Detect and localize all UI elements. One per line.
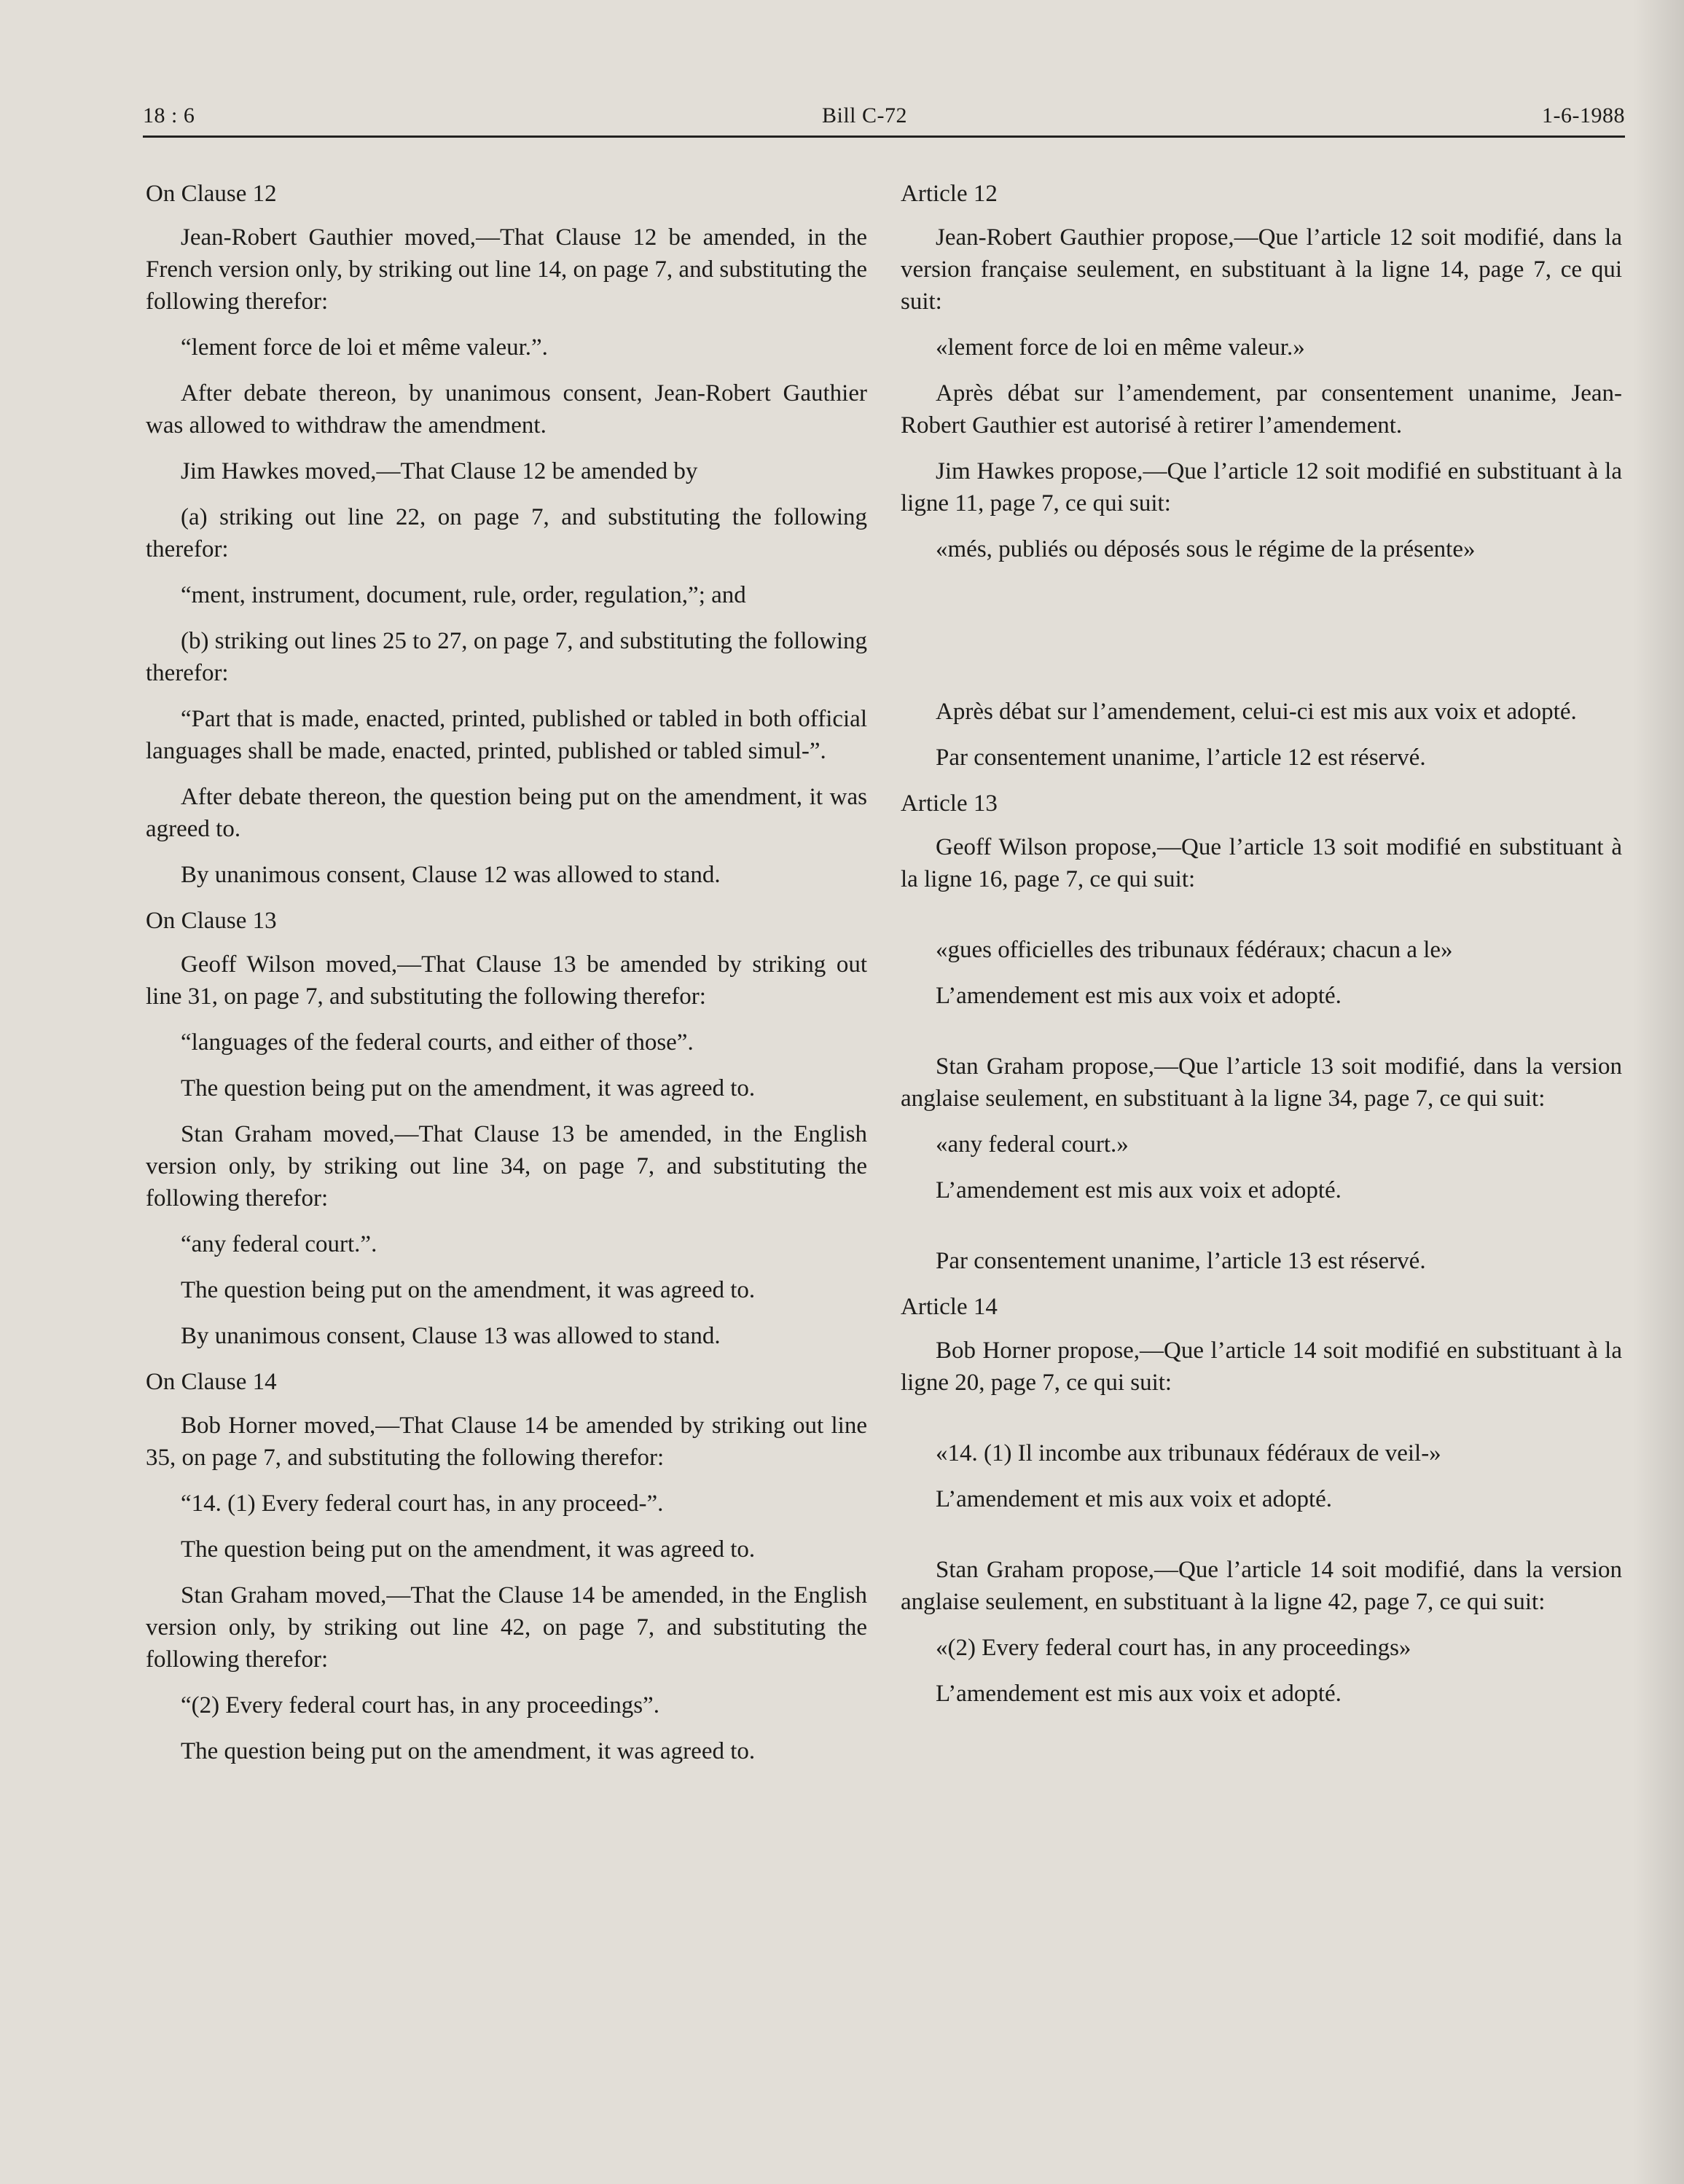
page-number: 18 : 6: [143, 103, 195, 127]
quoted-text: “Part that is made, enacted, printed, published or tabled in both official languages shall be made, enacted, printed, published or tabled simul-”.: [146, 706, 867, 764]
french-column: [901, 178, 1622, 1724]
english-column: [146, 178, 867, 1781]
running-title: Bill C-72: [822, 103, 908, 127]
motion-subparagraph: (b) striking out lines 25 to 27, on page 7, and substituting the following therefor:: [146, 628, 867, 686]
proceedings-paragraph: Après débat sur l’amendement, celui-ci est mis aux voix et adopté.: [936, 699, 1577, 725]
column-spacer: [901, 1026, 1622, 1050]
quoted-text: «gues officielles des tribunaux fédéraux; chacun a le»: [936, 937, 1453, 963]
column-spacer: [901, 909, 1622, 934]
motion-paragraph: Jim Hawkes moved,—That Clause 12 be amended by: [181, 458, 698, 484]
motion-paragraph: Stan Graham moved,—That the Clause 14 be amended, in the English version only, by striking out line 42, on page 7, and substituting the following therefor:: [146, 1582, 867, 1673]
header-date: 1-6-1988: [1542, 103, 1625, 127]
clause-heading: On Clause 14: [146, 1369, 277, 1395]
motion-paragraph: Stan Graham propose,—Que l’article 14 soit modifié, dans la version anglaise seulement, en substituant à la ligne 42, page 7, ce qui suit:: [901, 1557, 1622, 1615]
clause-heading: On Clause 13: [146, 908, 277, 934]
quoted-text: “languages of the federal courts, and either of those”.: [181, 1029, 694, 1056]
quoted-text: «(2) Every federal court has, in any proceedings»: [936, 1635, 1411, 1661]
proceedings-paragraph: After debate thereon, by unanimous consent, Jean-Robert Gauthier was allowed to withdraw the amendment.: [146, 380, 867, 439]
motion-paragraph: Bob Horner propose,—Que l’article 14 soit modifié en substituant à la ligne 20, page 7, ce qui suit:: [901, 1337, 1622, 1396]
motion-subparagraph: (a) striking out line 22, on page 7, and substituting the following therefor:: [146, 504, 867, 562]
article-heading: Article 12: [901, 181, 998, 207]
motion-paragraph: Stan Graham propose,—Que l’article 13 soit modifié, dans la version anglaise seulement, en substituant à la ligne 34, page 7, ce qui suit:: [901, 1053, 1622, 1112]
quoted-text: “lement force de loi et même valeur.”.: [181, 334, 548, 361]
proceedings-paragraph: L’amendement et mis aux voix et adopté.: [936, 1486, 1333, 1512]
quoted-text: «més, publiés ou déposés sous le régime de la présente»: [936, 536, 1476, 562]
proceedings-paragraph: After debate thereon, the question being put on the amendment, it was agreed to.: [146, 784, 867, 842]
quoted-text: «14. (1) Il incombe aux tribunaux fédéraux de veil-»: [936, 1440, 1441, 1466]
proceedings-paragraph: L’amendement est mis aux voix et adopté.: [936, 1177, 1342, 1203]
proceedings-paragraph: L’amendement est mis aux voix et adopté.: [936, 1681, 1342, 1707]
motion-paragraph: Jim Hawkes propose,—Que l’article 12 soit modifié en substituant à la ligne 11, page 7, ce qui suit:: [901, 458, 1622, 516]
quoted-text: “(2) Every federal court has, in any proceedings”.: [181, 1692, 659, 1718]
proceedings-paragraph: Par consentement unanime, l’article 13 est réservé.: [936, 1248, 1426, 1274]
proceedings-paragraph: The question being put on the amendment, it was agreed to.: [181, 1536, 756, 1563]
page-header: [143, 103, 1625, 144]
quoted-text: «any federal court.»: [936, 1131, 1129, 1158]
motion-paragraph: Geoff Wilson moved,—That Clause 13 be amended by striking out line 31, on page 7, and substituting the following therefor:: [146, 951, 867, 1010]
proceedings-paragraph: The question being put on the amendment, it was agreed to.: [181, 1075, 756, 1101]
column-spacer: [901, 1220, 1622, 1245]
motion-paragraph: Stan Graham moved,—That Clause 13 be amended, in the English version only, by striking out line 34, on page 7, and substituting the following therefor:: [146, 1121, 867, 1211]
article-heading: Article 13: [901, 790, 998, 817]
column-spacer: [901, 1529, 1622, 1554]
motion-paragraph: Jean-Robert Gauthier propose,—Que l’article 12 soit modifié, dans la version française seulement, en substituant à la ligne 14, page 7, ce qui suit:: [901, 224, 1622, 315]
motion-paragraph: Geoff Wilson propose,—Que l’article 13 soit modifié en substituant à la ligne 16, page 7, ce qui suit:: [901, 834, 1622, 892]
proceedings-paragraph: L’amendement est mis aux voix et adopté.: [936, 983, 1342, 1009]
motion-paragraph: Jean-Robert Gauthier moved,—That Clause 12 be amended, in the French version only, by striking out line 14, on page 7, and substituting the following therefor:: [146, 224, 867, 315]
column-spacer: [901, 1413, 1622, 1437]
motion-paragraph: Bob Horner moved,—That Clause 14 be amended by striking out line 35, on page 7, and substituting the following therefor:: [146, 1413, 867, 1471]
page-edge-shadow: [1633, 0, 1684, 2184]
proceedings-paragraph: Par consentement unanime, l’article 12 est réservé.: [936, 745, 1426, 771]
proceedings-paragraph: By unanimous consent, Clause 12 was allowed to stand.: [181, 862, 721, 888]
quoted-text: «lement force de loi en même valeur.»: [936, 334, 1305, 361]
quoted-text: “14. (1) Every federal court has, in any proceed-”.: [181, 1490, 664, 1517]
clause-heading: On Clause 12: [146, 181, 277, 207]
quoted-text: “any federal court.”.: [181, 1231, 377, 1257]
header-rule: [143, 135, 1625, 138]
proceedings-paragraph: Après débat sur l’amendement, par consentement unanime, Jean-Robert Gauthier est autorisé à retirer l’amendement.: [901, 380, 1622, 439]
proceedings-paragraph: The question being put on the amendment, it was agreed to.: [181, 1277, 756, 1303]
column-spacer: [901, 579, 1622, 696]
proceedings-paragraph: The question being put on the amendment, it was agreed to.: [181, 1738, 756, 1764]
article-heading: Article 14: [901, 1294, 998, 1320]
quoted-text: “ment, instrument, document, rule, order, regulation,”; and: [181, 582, 746, 608]
proceedings-paragraph: By unanimous consent, Clause 13 was allowed to stand.: [181, 1323, 721, 1349]
